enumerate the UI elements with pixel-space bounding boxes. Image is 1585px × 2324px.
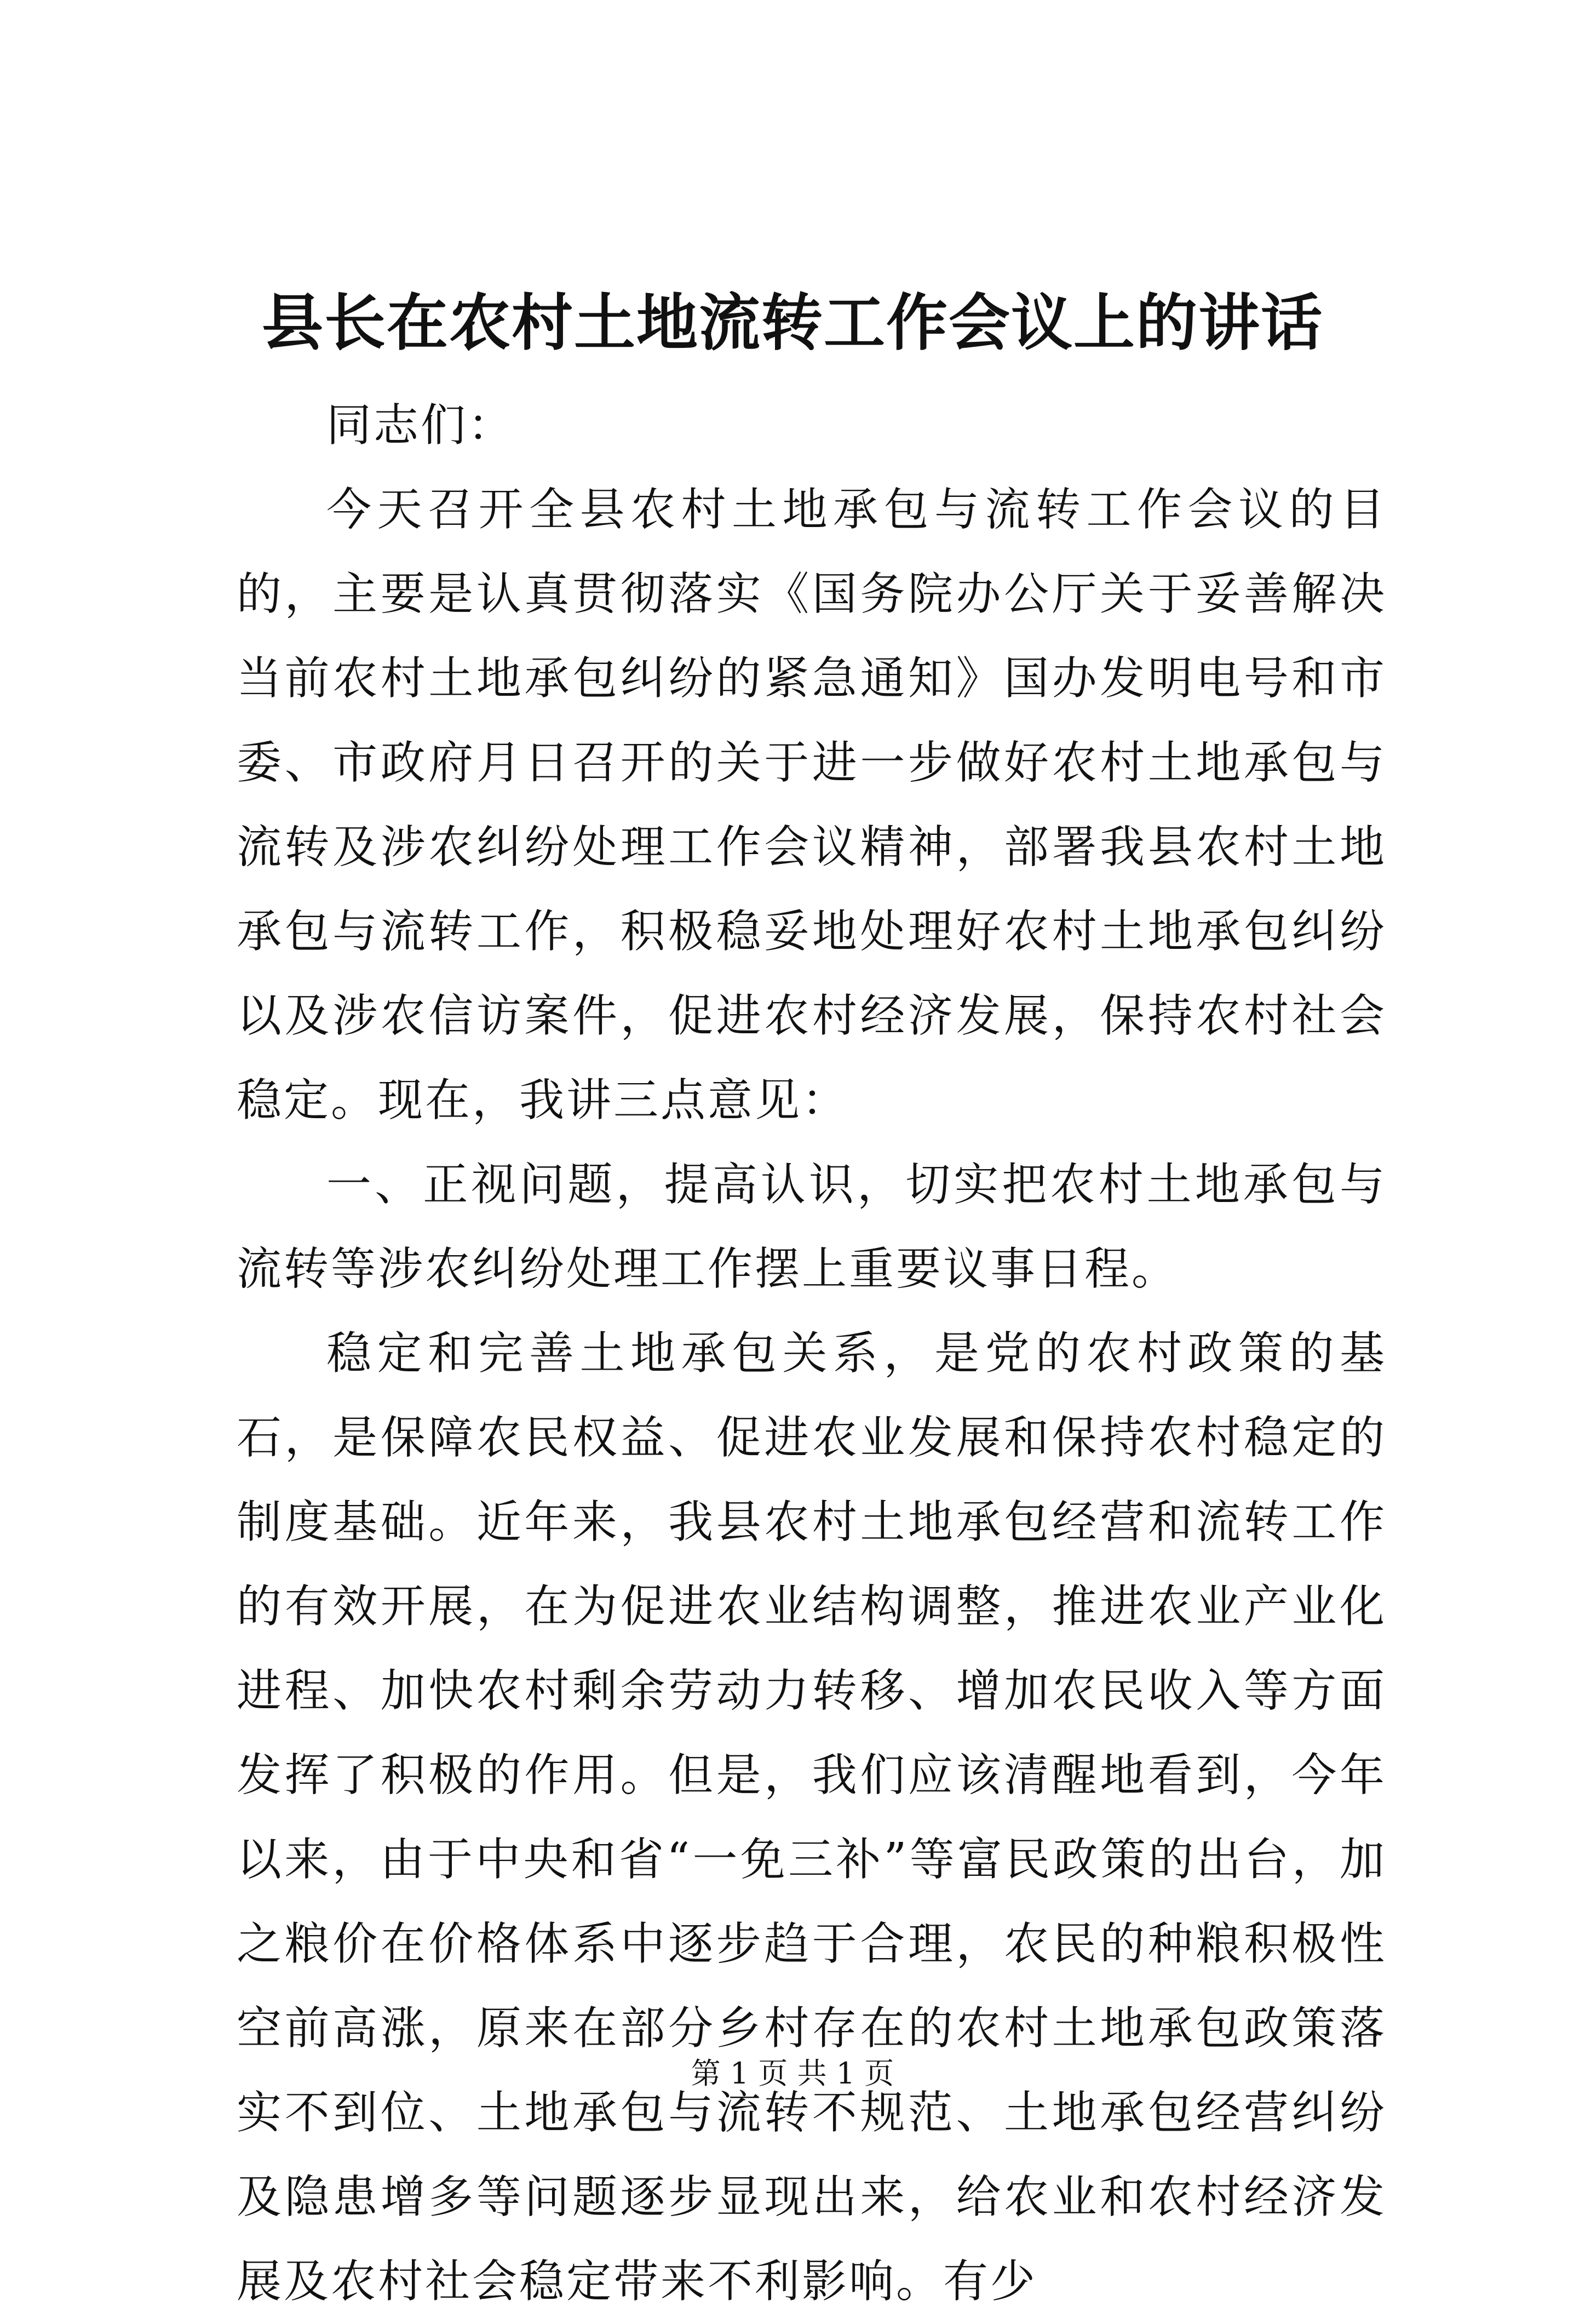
document-body [237,383,1387,2324]
intro-paragraph: 今天召开全县农村土地承包与流转工作会议的目的，主要是认真贯彻落实《国务院办公厅关于妥善解决当前农村土地承包纠纷的紧急通知》国办发明电号和市委、市政府月日召开的关于进一步做好农村土地承包与流转及涉农纠纷处理工作会议精神，部署我县农村土地承包与流转工作，积极稳妥地处理好农村土地承包纠纷以及涉农信访案件，促进农村经济发展，保持农村社会稳定。现在，我讲三点意见： [237,484,1387,1126]
section-heading-paragraph: 一、正视问题，提高认识，切实把农村土地承包与流转等涉农纠纷处理工作摆上重要议事日程。 [237,1159,1387,1295]
document-title: 县长在农村土地流转工作会议上的讲话 [262,287,1323,359]
page-footer: 第 1 页 共 1 页 [691,2056,894,2091]
salutation-paragraph: 同志们： [326,399,515,451]
body-paragraph: 稳定和完善土地承包关系，是党的农村政策的基石，是保障农民权益、促进农业发展和保持农村稳定的制度基础。近年来，我县农村土地承包经营和流转工作的有效开展，在为促进农业结构调整，推进农业产业化进程、加快农村剩余劳动力转移、增加农民收入等方面发挥了积极的作用。但是，我们应该清醒地看到，今年以来，由于中央和省“一免三补”等富民政策的出台，加之粮价在价格体系中逐步趋于合理，农民的种粮积极性空前高涨，原来在部分乡村存在的农村土地承包政策落实不到位、土地承包与流转不规范、土地承包经营纠纷及隐患增多等问题逐步显现出来，给农业和农村经济发展及农村社会稳定带来不利影响。有少 [237,1327,1387,2308]
